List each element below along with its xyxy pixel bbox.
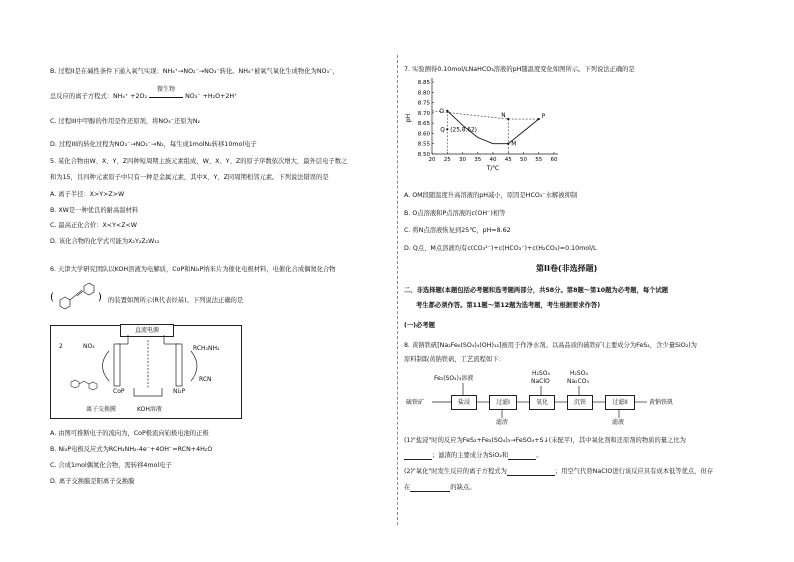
- svg-text:): ): [98, 292, 102, 303]
- q8-part2-line2: [404, 484, 475, 492]
- q7-option-c: C. 将N点溶液恢复到25℃，pH=8.62: [404, 227, 511, 234]
- q7-option-d: D. Q点、M点溶液均有c(CO₃²⁻)+c(HCO₃⁻)+c(H₂CO₃)=0.10mol/L: [404, 245, 597, 252]
- q8-stem-line2: 原料制取黄钠铁矾，工艺流程如下：: [404, 356, 505, 363]
- reactant-coefficient: 2: [59, 343, 63, 350]
- koh-solution-label: KOH溶液: [137, 406, 162, 413]
- x-tick-label: 20: [428, 157, 436, 163]
- reagent-na2co3: Na₂CO₃: [567, 378, 589, 385]
- q4-option-b-line2: [50, 86, 238, 101]
- q7-option-a: A. OM段随温度升高溶液的pH减小，原因是HCO₃⁻水解被抑制: [404, 192, 578, 199]
- q4-option-b-line1: B. 过程II是在碱性条件下通入氧气实现：NH₄⁺→NO₂⁻→NO₃⁻转化。NH₄⁺被氧气氧化生成物化为NO₃⁻，: [50, 68, 339, 75]
- point-label: M: [511, 141, 517, 148]
- q6-option-d: D. 离子交换膜是阳离子交换膜: [50, 478, 135, 485]
- part2-intro-line2: 考生都必须作答。第11题～第12题为选考题，考生根据要求作答): [416, 302, 601, 309]
- point-label: O: [439, 108, 444, 115]
- q8-part1-line2: ；滤渣的主要成分为SiO₂和 。: [404, 452, 543, 460]
- amine-label: RCH₂NH₂: [193, 345, 220, 352]
- x-tick-label: 50: [520, 157, 527, 163]
- y-tick-label: 8.70: [417, 110, 430, 117]
- answer-blank[interactable]: [410, 485, 450, 492]
- electrolysis-figure: [50, 325, 242, 419]
- q8-part2-text-b: ；用空气代替NaClO进行该反应具有成本低等优点，但存: [554, 468, 714, 475]
- membrane-label: 离子交换膜: [86, 406, 117, 413]
- q5-stem-line1: 5. 某化合物由W、X、Y、Z四种短周期主族元素组成，W、X、Y、Z的原子序数依次增大，最外层电子数之: [50, 158, 348, 165]
- q8-part1-text: ；滤渣的主要成分为SiO₂和: [432, 452, 509, 459]
- ni2p-electrode-label: Ni₂P: [173, 388, 186, 395]
- reagent-h2so4-a: H₂SO₄: [532, 370, 550, 377]
- q5-option-b: B. XW是一种优良的耐高温材料: [50, 207, 139, 214]
- point-M: [507, 143, 509, 145]
- x-tick-label: 35: [474, 157, 482, 163]
- flow-step-oxidize: 氧化: [529, 395, 555, 410]
- reagent-naclo: NaClO: [531, 378, 550, 385]
- chart-axes: [405, 78, 558, 172]
- y-tick-label: 8.50: [417, 152, 430, 158]
- reagent-h2so4-b: H₂SO₄: [570, 370, 588, 377]
- q8-stem-line1: 8. 黄钠铁矾[Na₂Fe₆(SO₄)₄(OH)₁₂]被用于作净水剂。以高品质的硫铁矿(主要成分为FeS₂，含少量SiO₂)为: [404, 342, 697, 349]
- q6-stem-line2: 的装置如图所示(R代表烃基)。下列说法正确的是: [108, 297, 244, 304]
- point-label: Q: [440, 127, 445, 134]
- q8-part1-line1: (1)"盐浸"时的反应为FeS₂+Fe₂(SO₄)₃→FeSO₄+S↓(未配平)，其中氧化剂和还原剂的物质的量之比为: [404, 437, 686, 444]
- flow-step-filter2: 过滤II: [605, 395, 635, 410]
- section-required: (一)必考题: [404, 322, 435, 329]
- part2-title: 第II卷(非选择题): [536, 264, 598, 273]
- answer-blank[interactable]: [404, 453, 432, 460]
- point-O: [446, 110, 448, 112]
- chart-labels: [439, 109, 546, 148]
- nitrile-label: RCN: [199, 376, 212, 383]
- q4-option-c: C. 过程III中甲醇的作用是作还原剂，将NO₃⁻还原为N₂: [50, 118, 201, 125]
- flow-residue: 滤渣: [496, 419, 509, 426]
- process-flow-diagram: [404, 368, 684, 428]
- q6-option-c: C. 合成1mol偶氮化合物，需转移4mol电子: [50, 462, 172, 469]
- q7-stem: 7. 实验测得0.10mol/LNaHCO₃溶液的pH随温度变化如图所示。下列说法正确的是: [404, 66, 635, 73]
- reagent-fe2so43: Fe₂(SO₄)₃溶液: [434, 375, 474, 382]
- point-N: [507, 118, 509, 120]
- point-Q: [446, 128, 448, 130]
- reaction-condition: 微生物: [157, 86, 176, 93]
- x-tick-label: 25: [443, 157, 451, 163]
- x-tick-label: 55: [535, 157, 543, 163]
- q6-option-a: A. 由图可推断电子的流向为，CoP极流向铂极电池的正极: [50, 430, 209, 437]
- q4-option-b-eq-right: NO₃⁻ +H₂O+2H⁺: [185, 93, 238, 100]
- nitrobenzene-label: NO₂: [83, 343, 95, 350]
- q7-option-b: B. O点溶液和P点溶液的c(OH⁻)相等: [404, 210, 506, 217]
- q4-option-b-eq-left: 总反应的离子方程式：NH₄⁺ +2O₂: [50, 93, 148, 100]
- cop-electrode-label: CoP: [113, 388, 125, 395]
- point-label: (25,8.62): [450, 127, 477, 134]
- point-label: P: [541, 114, 546, 121]
- part2-intro-line1: 二、非选择题(本题包括必考题和选考题两部分，共58分。第8题～第10题为必考题，每个试题: [404, 287, 669, 294]
- q6-option-b: B. Ni₂P电极反应式为RCH₂NH₂-4e⁻+4OH⁻=RCN+4H₂O: [50, 446, 213, 453]
- power-supply-box: 直流电源: [120, 324, 174, 337]
- y-tick-label: 8.55: [417, 141, 430, 148]
- q4-option-d: D. 过程III的转化过程为NO₃⁻→NO₂⁻→N₂，每生成1molN₂转移10mol电子: [50, 141, 257, 148]
- answer-blank[interactable]: [507, 469, 555, 476]
- point-P: [538, 118, 540, 120]
- q8-part2-text-d: 的缺点。: [450, 484, 476, 491]
- reaction-arrow: [149, 86, 183, 98]
- column-divider: [397, 55, 398, 525]
- q8-part2-line1: [404, 468, 713, 476]
- y-tick-label: 8.65: [417, 121, 430, 128]
- y-tick-label: 8.85: [417, 80, 430, 86]
- point-label: N: [501, 113, 506, 120]
- x-tick-label: 45: [504, 157, 512, 163]
- x-tick-label: 30: [459, 157, 466, 163]
- flow-step-filter1: 过滤I: [489, 395, 517, 410]
- ph-temperature-chart: [404, 76, 564, 176]
- q8-part2-text-a: (2)"氧化"时发生反应的离子方程式为: [404, 468, 507, 475]
- flow-step-precipitate: 沉铁: [567, 395, 593, 410]
- q5-stem-line2: 和为15，且四种元素原子中只有一种是金属元素，其中X、Y、Z同周期相邻元素。下列说法错误的是: [50, 174, 329, 181]
- x-tick-label: 40: [489, 157, 497, 163]
- q5-option-d: D. 该化合物的化学式可能为X₂Y₂Z₂W₁₂: [50, 238, 160, 245]
- y-axis-label: pH: [405, 113, 412, 123]
- svg-text:(: (: [50, 292, 54, 303]
- y-tick-label: 8.75: [417, 100, 430, 107]
- flow-filtrate: 滤液: [612, 419, 625, 426]
- q5-option-c: C. 最高正化合价：X<Y<Z<W: [50, 222, 138, 229]
- y-tick-label: 8.60: [417, 131, 430, 138]
- q5-option-a: A. 离子半径：X>Y>Z>W: [50, 191, 125, 198]
- flow-end-product: 黄钠铁矾: [649, 399, 674, 406]
- x-tick-label: 60: [550, 157, 558, 163]
- flow-step-leach: 盐浸: [451, 395, 477, 410]
- answer-blank[interactable]: [508, 453, 536, 460]
- azo-compound-structure: [50, 278, 130, 312]
- y-tick-label: 8.80: [417, 90, 430, 97]
- q8-part2-text-c: 在: [404, 484, 411, 491]
- flow-start-pyrite: 硫铁矿: [406, 399, 425, 406]
- q6-stem-line1: 6. 天津大学研究团队以KOH溶液为电解质，CoP和Ni₂P纳米片为催化电极材料，电催化合成偶氮化合物: [50, 266, 336, 273]
- x-axis-label: T/℃: [486, 165, 500, 172]
